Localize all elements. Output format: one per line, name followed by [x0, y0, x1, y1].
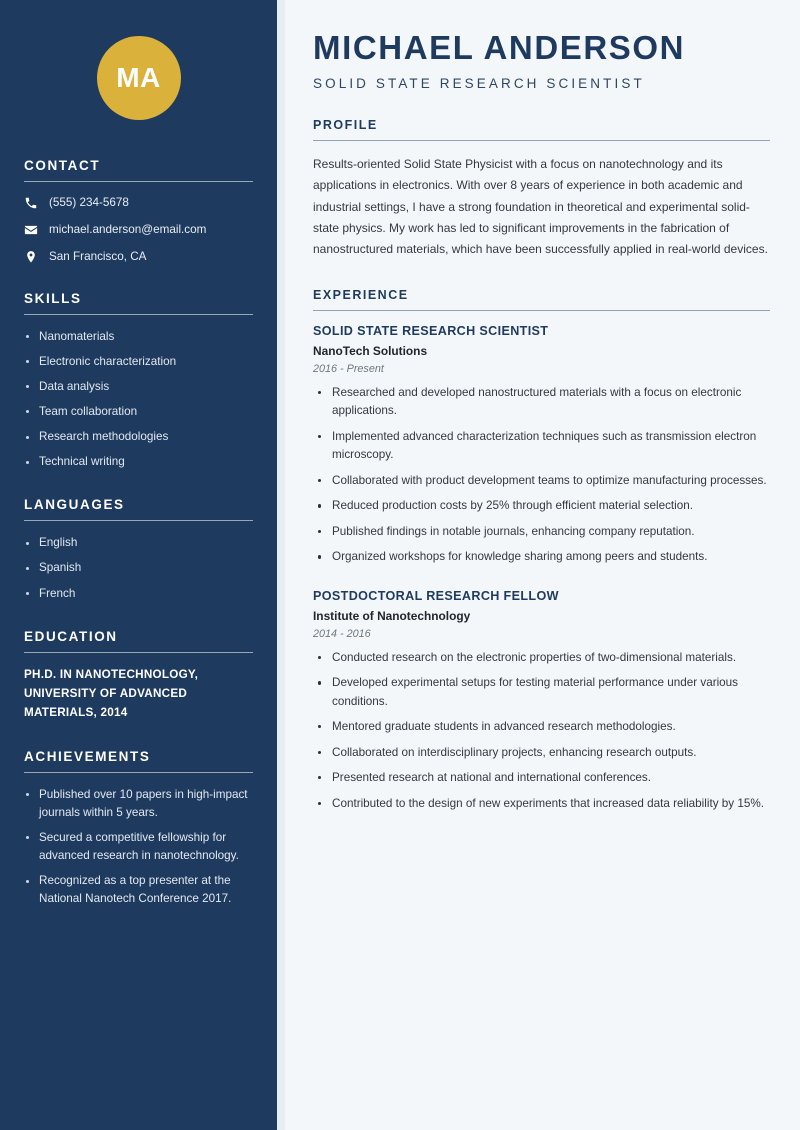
- languages-list: [24, 534, 253, 602]
- contact-section: [24, 158, 253, 265]
- list-item: Conducted research on the electronic properties of two-dimensional materials.: [313, 649, 770, 667]
- languages-heading: LANGUAGES: [24, 497, 125, 513]
- profile-divider: [313, 140, 770, 141]
- avatar: MA: [97, 36, 181, 120]
- skills-divider: [24, 314, 253, 315]
- contact-heading: CONTACT: [24, 158, 101, 173]
- list-item: Researched and developed nanostructured materials with a focus on electronic applications.: [313, 384, 770, 421]
- list-item: French: [24, 585, 253, 603]
- experience-company: NanoTech Solutions: [313, 343, 428, 358]
- achievements-heading: ACHIEVEMENTS: [24, 748, 151, 764]
- map-pin-icon: [24, 250, 38, 264]
- contact-phone-value: (555) 234-5678: [49, 196, 129, 209]
- main-content: [285, 0, 800, 1130]
- list-item: Research methodologies: [24, 428, 253, 446]
- experience-dates: 2014 - 2016: [313, 627, 371, 640]
- skills-heading: SKILLS: [24, 290, 82, 306]
- list-item: Collaborated on interdisciplinary projects, enhancing research outputs.: [313, 744, 770, 762]
- achievements-list: [24, 786, 253, 909]
- sidebar: [0, 0, 277, 1130]
- list-item: Recognized as a top presenter at the National Nanotech Conference 2017.: [24, 872, 253, 908]
- list-item: Secured a competitive fellowship for advanced research in nanotechnology.: [24, 829, 253, 865]
- contact-email-value: michael.anderson@email.com: [49, 223, 207, 237]
- profile-text: Results-oriented Solid State Physicist with a focus on nanotechnology and its applications in electronics. With over 8 years of experience in both academic and industrial settings, I have a strong foundation in theoretical and experimental solid-state physics. My work has led to significant improvements in the fabrication of nanostructured materials, which have been successfully applied in real-world devices.: [313, 156, 768, 257]
- list-item: Nanomaterials: [24, 328, 253, 346]
- contact-item-location[interactable]: [24, 249, 253, 264]
- list-item: Electronic characterization: [24, 353, 253, 371]
- list-item: Technical writing: [24, 453, 253, 471]
- list-item: Developed experimental setups for testing material performance under various conditions.: [313, 674, 770, 711]
- contact-location-value: San Francisco, CA: [49, 250, 147, 264]
- list-item: Organized workshops for knowledge sharing among peers and students.: [313, 548, 770, 566]
- avatar-container: [24, 0, 253, 158]
- list-item: Collaborated with product development teams to optimize manufacturing processes.: [313, 472, 770, 490]
- contact-item-email[interactable]: [24, 222, 253, 237]
- languages-divider: [24, 520, 253, 521]
- list-item: Published findings in notable journals, enhancing company reputation.: [313, 523, 770, 541]
- list-item: Mentored graduate students in advanced research methodologies.: [313, 718, 770, 736]
- skills-list: [24, 328, 253, 472]
- list-item: Published over 10 papers in high-impact journals within 5 years.: [24, 786, 253, 822]
- experience-role: POSTDOCTORAL RESEARCH FELLOW: [313, 588, 559, 603]
- education-divider: [24, 652, 253, 653]
- languages-section: [24, 497, 253, 602]
- skills-section: [24, 291, 253, 472]
- list-item: Team collaboration: [24, 403, 253, 421]
- list-item: Contributed to the design of new experiments that increased data reliability by 15%.: [313, 795, 770, 813]
- experience-entry: [313, 324, 770, 567]
- contact-divider: [24, 181, 253, 182]
- phone-icon: [24, 196, 38, 210]
- experience-heading: EXPERIENCE: [313, 287, 409, 302]
- column-gap: [277, 0, 285, 1130]
- page-title: MICHAEL ANDERSON: [313, 29, 686, 66]
- experience-bullets: [313, 649, 770, 813]
- list-item: English: [24, 534, 253, 552]
- profile-heading: PROFILE: [313, 117, 378, 132]
- experience-company: Institute of Nanotechnology: [313, 608, 471, 623]
- job-title-subtitle: SOLID STATE RESEARCH SCIENTIST: [313, 75, 645, 91]
- experience-dates: 2016 - Present: [313, 362, 384, 375]
- contact-item-phone[interactable]: [24, 195, 253, 210]
- list-item: Presented research at national and international conferences.: [313, 769, 770, 787]
- education-section: [24, 629, 253, 723]
- achievements-divider: [24, 772, 253, 773]
- list-item: Implemented advanced characterization techniques such as transmission electron microscopy.: [313, 428, 770, 465]
- education-entry: PH.D. IN NANOTECHNOLOGY, UNIVERSITY OF ADVANCED MATERIALS, 2014: [24, 667, 199, 719]
- achievements-section: [24, 749, 253, 909]
- experience-divider: [313, 310, 770, 311]
- envelope-icon: [24, 223, 38, 237]
- education-heading: EDUCATION: [24, 628, 118, 644]
- experience-bullets: [313, 384, 770, 567]
- list-item: Reduced production costs by 25% through efficient material selection.: [313, 497, 770, 515]
- list-item: Data analysis: [24, 378, 253, 396]
- contact-list: [24, 195, 253, 265]
- experience-entry: [313, 589, 770, 813]
- experience-role: SOLID STATE RESEARCH SCIENTIST: [313, 323, 549, 338]
- list-item: Spanish: [24, 559, 253, 577]
- experience-section: [313, 288, 770, 813]
- profile-section: [313, 118, 770, 261]
